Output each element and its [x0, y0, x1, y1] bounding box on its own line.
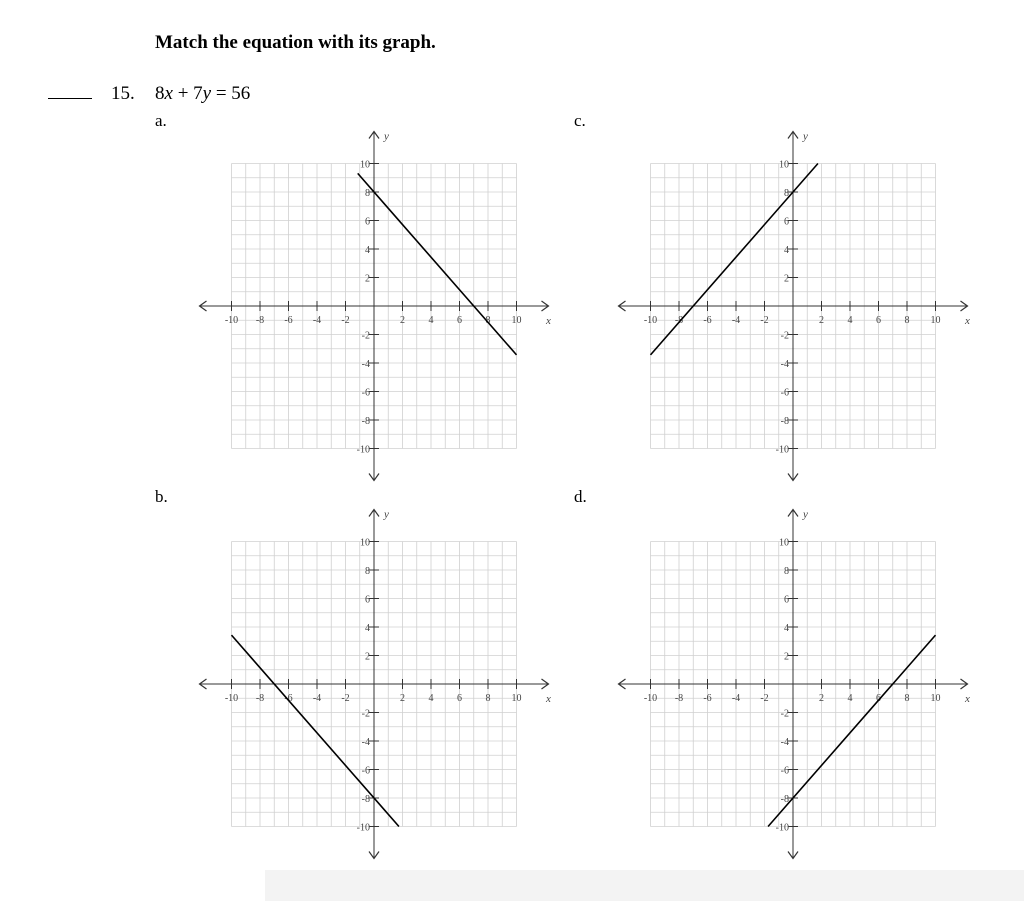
y-tick-label: -2 [361, 708, 370, 720]
y-tick-label: -4 [361, 359, 370, 370]
y-tick-label: 4 [365, 623, 370, 634]
x-tick-label: -10 [224, 693, 239, 704]
eq-var-y: y [202, 83, 212, 104]
y-tick-label: -10 [356, 444, 370, 456]
x-tick-label: 6 [457, 693, 462, 704]
x-tick-label: -10 [643, 315, 658, 326]
y-tick-label: -6 [361, 765, 370, 777]
x-tick-label: -2 [760, 693, 769, 704]
y-tick-label: 2 [784, 273, 789, 285]
x-axis-label: x [546, 693, 551, 705]
eq-var-x: x [164, 83, 173, 104]
y-axis-label: y [803, 508, 808, 521]
choice-label-b: b. [155, 487, 168, 506]
y-tick-label: -4 [780, 359, 789, 370]
y-tick-label: 10 [360, 159, 370, 171]
eq-coef-x: 8 [155, 83, 165, 104]
y-tick-label: 2 [365, 273, 370, 285]
y-axis-label: y [384, 508, 389, 521]
x-tick-label: 4 [847, 315, 853, 326]
y-tick-label: -8 [361, 794, 370, 805]
x-tick-label: -4 [731, 315, 741, 326]
x-tick-label: -8 [674, 693, 684, 704]
x-tick-label: 2 [400, 693, 405, 704]
y-tick-label: -10 [775, 444, 789, 456]
y-tick-label: 10 [360, 537, 370, 549]
x-tick-label: 4 [428, 693, 434, 704]
equation [155, 83, 250, 105]
x-tick-label: -8 [674, 315, 684, 326]
x-tick-label: 2 [819, 315, 824, 326]
x-tick-label: -10 [643, 693, 658, 704]
choice-label-c: c. [574, 111, 586, 130]
y-tick-label: -4 [361, 737, 370, 748]
y-axis-label: y [384, 130, 389, 143]
x-tick-label: -2 [341, 315, 350, 326]
x-tick-label: 10 [511, 693, 522, 704]
plot-svg-d [612, 500, 982, 860]
x-axis-label: x [965, 315, 970, 327]
x-tick-label: 2 [819, 693, 824, 704]
y-tick-label: -2 [780, 330, 789, 342]
plot-svg-b [193, 500, 563, 860]
x-tick-label: 4 [847, 693, 853, 704]
x-tick-label: 6 [876, 315, 881, 326]
eq-coef-y: + 7 [172, 83, 203, 104]
x-axis-label: x [965, 693, 970, 705]
x-tick-label: 8 [904, 315, 910, 326]
graph-d[interactable] [612, 500, 982, 860]
y-tick-label: 4 [365, 245, 370, 256]
question-number: 15. [111, 83, 135, 104]
x-tick-label: -6 [284, 315, 293, 326]
y-tick-label: 8 [365, 188, 370, 199]
y-tick-label: -6 [780, 765, 789, 777]
x-tick-label: -2 [341, 693, 350, 704]
y-tick-label: 6 [784, 594, 789, 606]
y-tick-label: -10 [356, 822, 370, 834]
y-tick-label: -4 [780, 737, 789, 748]
x-tick-label: -2 [760, 315, 769, 326]
x-tick-label: -6 [703, 693, 712, 704]
x-tick-label: -4 [312, 315, 322, 326]
y-tick-label: -8 [780, 416, 789, 427]
x-tick-label: -6 [284, 693, 293, 704]
plot-svg-a [193, 122, 563, 482]
y-tick-label: -8 [780, 794, 789, 805]
graph-c[interactable] [612, 122, 982, 482]
y-tick-label: 8 [784, 566, 789, 577]
choice-label-a: a. [155, 111, 167, 130]
y-tick-label: -8 [361, 416, 370, 427]
x-tick-label: 8 [485, 693, 491, 704]
x-tick-label: 8 [904, 693, 910, 704]
y-axis-label: y [803, 130, 808, 143]
y-tick-label: 8 [365, 566, 370, 577]
x-tick-label: 10 [930, 315, 941, 326]
y-tick-label: 2 [365, 651, 370, 663]
plot-svg-c [612, 122, 982, 482]
eq-rhs: = 56 [211, 83, 251, 104]
y-tick-label: 4 [784, 245, 789, 256]
x-tick-label: -4 [731, 693, 741, 704]
y-tick-label: -2 [780, 708, 789, 720]
x-tick-label: -6 [703, 315, 712, 326]
instruction-heading: Match the equation with its graph. [155, 32, 436, 53]
series-line [358, 173, 517, 354]
y-tick-label: 6 [784, 216, 789, 228]
x-tick-label: 10 [511, 315, 522, 326]
x-tick-label: 8 [485, 315, 491, 326]
y-tick-label: 6 [365, 594, 370, 606]
x-tick-label: -10 [224, 315, 239, 326]
answer-blank[interactable] [48, 98, 92, 99]
x-tick-label: 6 [876, 693, 881, 704]
x-tick-label: -8 [255, 315, 265, 326]
y-tick-label: 10 [779, 537, 789, 549]
x-axis-label: x [546, 315, 551, 327]
x-tick-label: 6 [457, 315, 462, 326]
y-tick-label: 8 [784, 188, 789, 199]
graph-b[interactable] [193, 500, 563, 860]
y-tick-label: 10 [779, 159, 789, 171]
graph-a[interactable] [193, 122, 563, 482]
x-tick-label: -8 [255, 693, 265, 704]
y-tick-label: -6 [361, 387, 370, 399]
choice-label-d: d. [574, 487, 587, 506]
y-tick-label: 2 [784, 651, 789, 663]
y-tick-label: 4 [784, 623, 789, 634]
y-tick-label: -10 [775, 822, 789, 834]
y-tick-label: -6 [780, 387, 789, 399]
x-tick-label: 4 [428, 315, 434, 326]
x-tick-label: 10 [930, 693, 941, 704]
bottom-shade [265, 870, 1024, 901]
x-tick-label: -4 [312, 693, 322, 704]
y-tick-label: 6 [365, 216, 370, 228]
x-tick-label: 2 [400, 315, 405, 326]
y-tick-label: -2 [361, 330, 370, 342]
